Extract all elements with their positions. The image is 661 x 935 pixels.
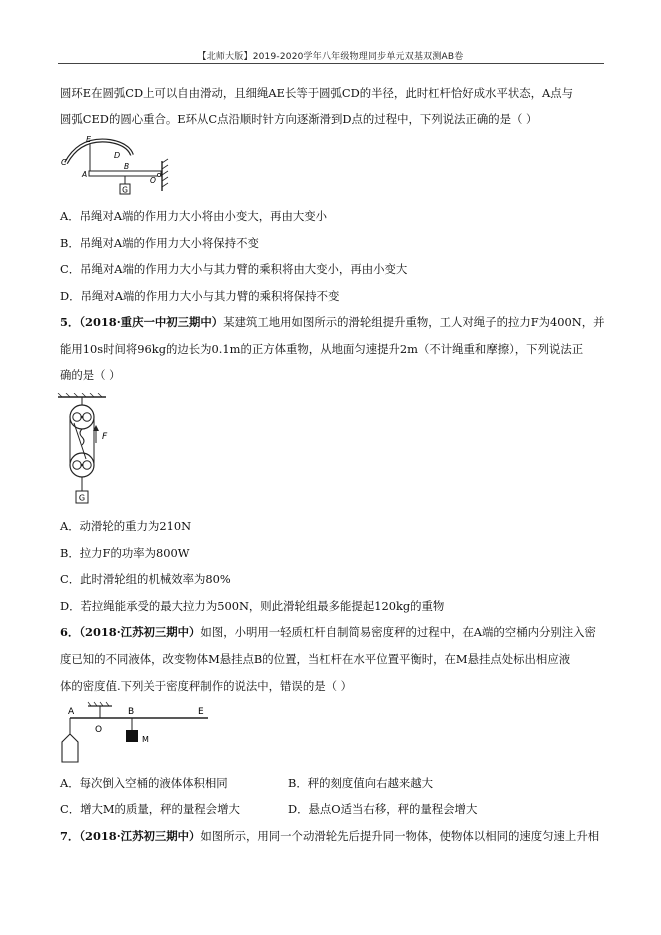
q7-number: 7． [60, 829, 80, 843]
q4-lever-arc-figure [58, 135, 170, 197]
q7-stem-text: 如图所示，用同一个动滑轮先后提升同一物体，使物体以相同的速度匀速上升相 [200, 829, 600, 843]
header-divider [58, 63, 604, 64]
q6-number: 6． [60, 625, 80, 639]
q5-option-d: D．若拉绳能承受的最大拉力为500N，则此滑轮组最多能提起120kg的重物 [60, 599, 445, 613]
q6-stem-line-3: 体的密度值.下列关于密度秤制作的说法中，错误的是（ ） [60, 679, 353, 693]
q5-source: （2018·重庆一中初三期中） [79, 315, 224, 329]
q6-density-scale-figure [60, 700, 220, 772]
q5-number: 5． [60, 315, 80, 329]
label-m: M [142, 735, 149, 744]
q5-option-b: B．拉力F的功率为800W [60, 546, 190, 560]
label-a: A [82, 170, 88, 179]
q7-stem-line-1 [60, 829, 599, 843]
q6-option-b: B．秤的刻度值向右越来越大 [288, 776, 434, 790]
label-g: G [78, 493, 86, 503]
q5-stem-line-1 [60, 315, 605, 329]
q6-option-a: A．每次倒入空桶的液体体积相同 [60, 776, 228, 790]
q4-option-c: C．吊绳对A端的作用力大小与其力臂的乘积将由大变小，再由小变大 [60, 262, 408, 276]
q6-stem-text: 如图，小明用一轻质杠杆自制简易密度秤的过程中，在A端的空桶内分别注入密 [200, 625, 596, 639]
label-b: B [124, 162, 130, 171]
label-b: B [128, 707, 135, 717]
label-c: C [61, 158, 67, 167]
q5-stem-line-3: 确的是（ ） [60, 368, 121, 382]
q6-stem-line-2: 度已知的不同液体，改变物体M悬挂点B的位置，当杠杆在水平位置平衡时，在M悬挂点处标出相应液 [60, 652, 571, 666]
q6-option-c: C．增大M的质量，秤的量程会增大 [60, 802, 240, 816]
page-header: 【北师大版】2019-2020学年八年级物理同步单元双基双测AB卷 [197, 52, 464, 62]
q6-option-d: D．悬点O适当右移，秤的量程会增大 [288, 802, 478, 816]
weight-m [126, 730, 138, 742]
q6-source: （2018·江苏初三期中） [79, 625, 201, 639]
q5-stem-line-2: 能用10s时间将96kg的边长为0.1m的正方体重物，从地面匀速提升2m（不计绳重和摩擦），下列说法正 [60, 342, 584, 356]
label-e: E [86, 135, 92, 144]
q6-stem-line-1 [60, 625, 596, 639]
label-o: O [150, 176, 156, 185]
q4-option-a: A．吊绳对A端的作用力大小将由小变大，再由大变小 [60, 209, 328, 223]
q5-pulley-system-figure [56, 393, 122, 511]
bucket [62, 734, 78, 762]
label-o: O [95, 725, 103, 735]
pivot-o [157, 173, 160, 176]
q4-option-b: B．吊绳对A端的作用力大小将保持不变 [60, 236, 259, 250]
q5-option-a: A．动滑轮的重力为210N [60, 519, 192, 533]
label-e: E [198, 707, 204, 717]
q5-option-c: C．此时滑轮组的机械效率为80% [60, 572, 231, 586]
q7-source: （2018·江苏初三期中） [79, 829, 201, 843]
label-g: G [122, 185, 128, 195]
q4-stem-line-1: 圆环E在圆弧CD上可以自由滑动，且细绳AE长等于圆弧CD的半径，此时杠杆恰好成水平状态，A点与 [60, 86, 574, 100]
label-f: F [102, 432, 108, 442]
label-d: D [114, 151, 121, 160]
q4-stem-line-2: 圆弧CED的圆心重合。E环从C点沿顺时针方向逐渐滑到D点的过程中，下列说法正确的是（ ） [60, 112, 538, 126]
q5-stem-text: 某建筑工地用如图所示的滑轮组提升重物，工人对绳子的拉力F为400N，并 [223, 315, 605, 329]
label-a: A [68, 707, 75, 717]
q4-option-d: D．吊绳对A端的作用力大小与其力臂的乘积将保持不变 [60, 289, 340, 303]
